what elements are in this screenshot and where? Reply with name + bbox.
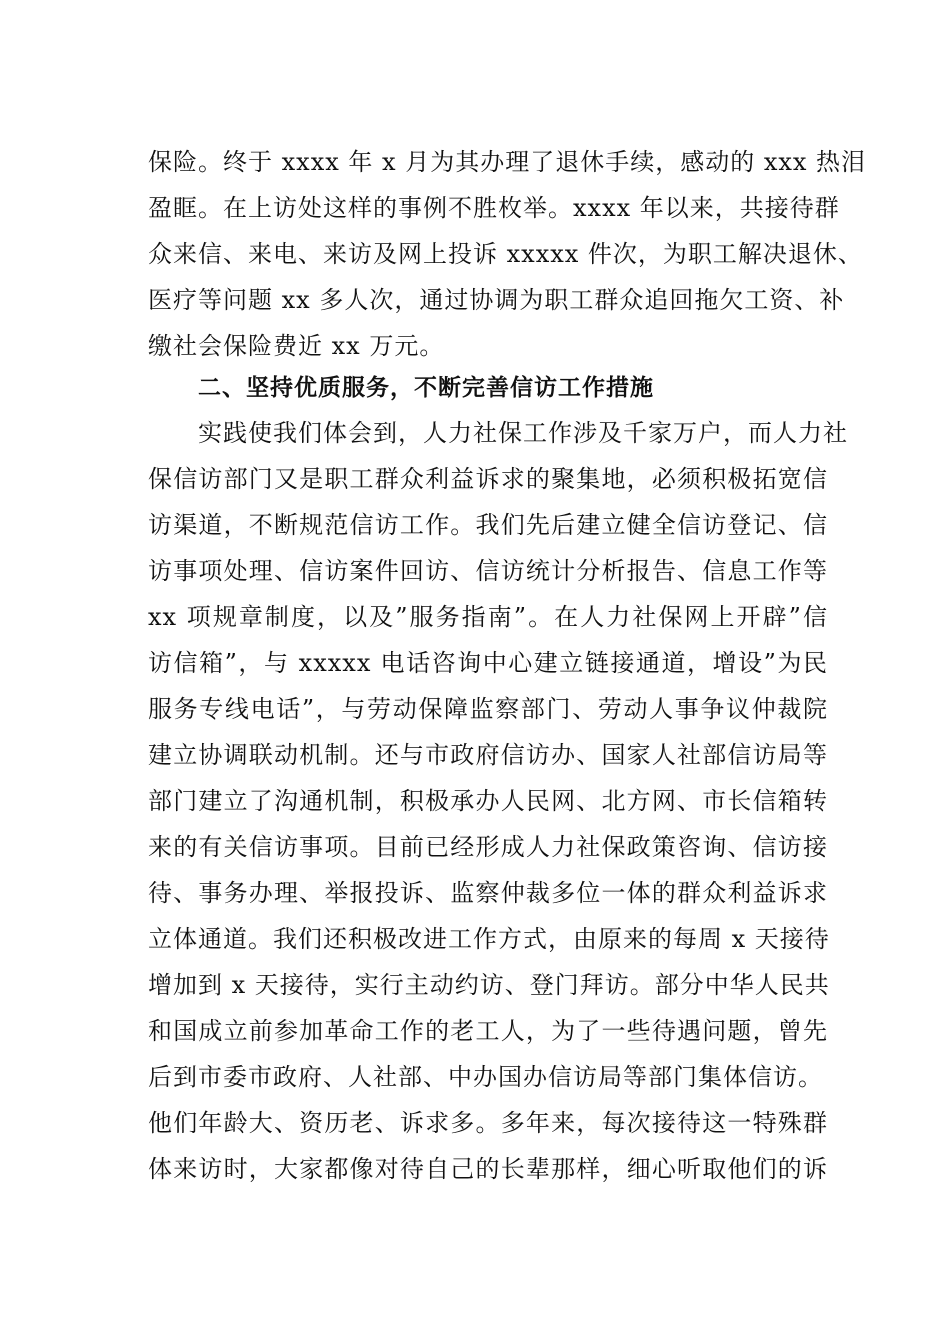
- paragraph-line: 后到市委市政府、人社部、中办国办信访局等部门集体信访。: [148, 1063, 823, 1091]
- paragraph-line: 众来信、来电、来访及网上投诉 xxxxx 件次，为职工解决退休、: [148, 240, 863, 268]
- paragraph-line: 他们年龄大、资历老、诉求多。多年来，每次接待这一特殊群: [148, 1109, 828, 1137]
- paragraph-line: 实践使我们体会到，人力社保工作涉及千家万户，而人力社: [198, 419, 848, 447]
- paragraph-line: 访事项处理、信访案件回访、信访统计分析报告、信息工作等: [148, 557, 828, 585]
- section-heading: 二、坚持优质服务，不断完善信访工作措施: [198, 375, 654, 401]
- paragraph-line: 来的有关信访事项。目前已经形成人力社保政策咨询、信访接: [148, 833, 828, 861]
- paragraph-line: 缴社会保险费近 xx 万元。: [148, 332, 445, 360]
- paragraph-line: 立体通道。我们还积极改进工作方式，由原来的每周 x 天接待: [148, 925, 830, 953]
- paragraph-line: 医疗等问题 xx 多人次，通过协调为职工群众追回拖欠工资、补: [148, 286, 845, 314]
- paragraph-line: 部门建立了沟通机制，积极承办人民网、北方网、市长信箱转: [148, 787, 828, 815]
- paragraph-line: 体来访时，大家都像对待自己的长辈那样，细心听取他们的诉: [148, 1155, 828, 1183]
- paragraph-line: 建立协调联动机制。还与市政府信访办、国家人社部信访局等: [148, 741, 828, 769]
- paragraph-line: 和国成立前参加革命工作的老工人，为了一些待遇问题，曾先: [148, 1017, 828, 1045]
- paragraph-line: 访渠道，不断规范信访工作。我们先后建立健全信访登记、信: [148, 511, 828, 539]
- paragraph-line: 待、事务办理、举报投诉、监察仲裁多位一体的群众利益诉求: [148, 879, 828, 907]
- paragraph-line: 保信访部门又是职工群众利益诉求的聚集地，必须积极拓宽信: [148, 465, 828, 493]
- paragraph-line: 访信箱”，与 xxxxx 电话咨询中心建立链接通道，增设”为民: [148, 649, 828, 677]
- paragraph-line: 保险。终于 xxxx 年 x 月为其办理了退休手续，感动的 xxx 热泪: [148, 148, 867, 176]
- paragraph-line: 服务专线电话”，与劳动保障监察部门、劳动人事争议仲裁院: [148, 695, 828, 723]
- paragraph-line: 增加到 x 天接待，实行主动约访、登门拜访。部分中华人民共: [148, 971, 830, 999]
- paragraph-line: xx 项规章制度，以及”服务指南”。在人力社保网上开辟”信: [148, 603, 828, 631]
- paragraph-line: 盈眶。在上访处这样的事例不胜枚举。xxxx 年以来，共接待群: [148, 194, 840, 222]
